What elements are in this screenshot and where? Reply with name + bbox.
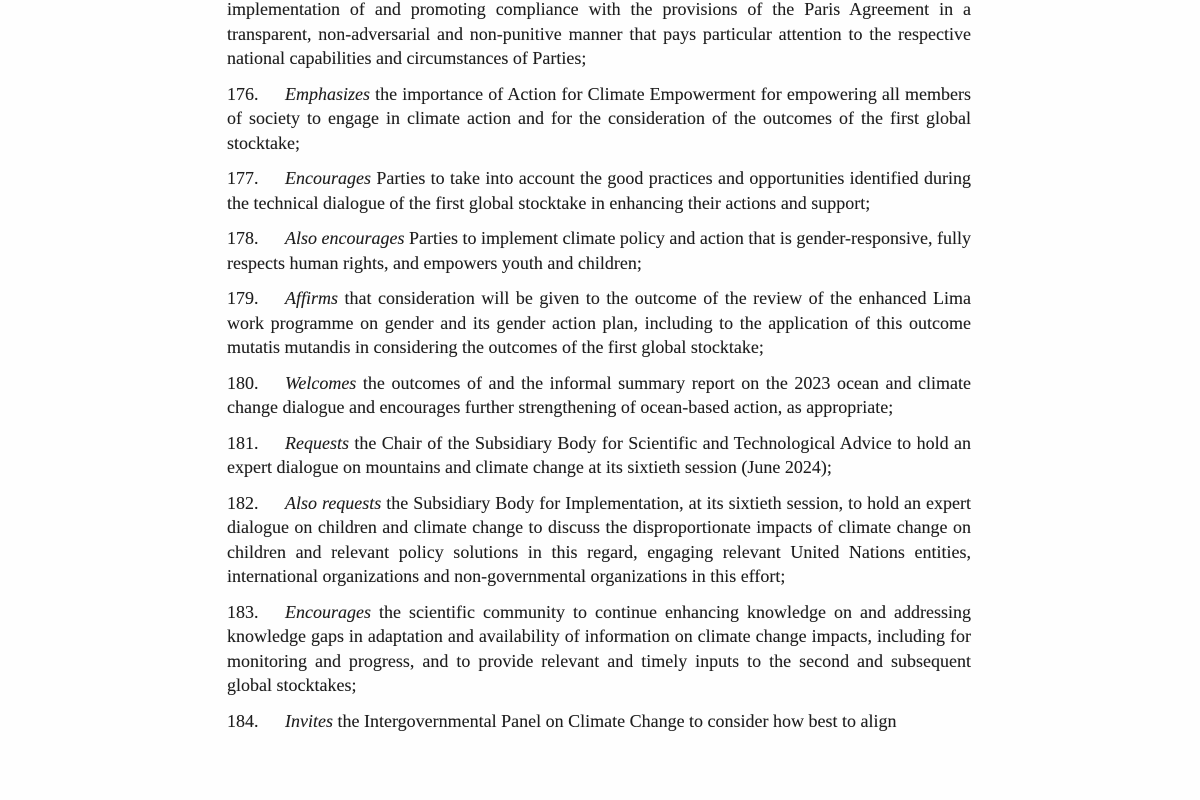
- paragraph-text: the Intergovernmental Panel on Climate Change to consider how best to align: [332, 710, 897, 731]
- paragraph-number: 176.: [227, 83, 259, 104]
- paragraph-text: Parties to take into account the good practices and opportunities identified during the technical dialogue of the first global stocktake in enhancing their actions and support;: [227, 168, 971, 213]
- paragraph-text: the Chair of the Subsidiary Body for Scientific and Technological Advice to hold an expert dialogue on mountains and climate change at its sixtieth session (June 2024);: [227, 432, 971, 477]
- paragraph-number: 179.: [227, 288, 259, 308]
- paragraph-text: the outcomes of and the informal summary report on the 2023 ocean and climate change dialogue and encourages further strengthening of ocean-based action, as appropriate;: [227, 372, 971, 417]
- paragraph-text: the scientific community to continue enhancing knowledge on and addressing knowledge gaps in adaptation and availability of information on climate change impacts, including for monitoring and progress, and to provide relevant and timely inputs to the second and subsequent global stocktakes;: [227, 601, 971, 695]
- paragraph: [227, 600, 971, 698]
- paragraph-lead-word: Encourages: [285, 168, 371, 188]
- paragraph-number: 181.: [227, 432, 259, 453]
- paragraph: [227, 226, 971, 275]
- paragraph: [227, 371, 971, 420]
- paragraph-text: the Subsidiary Body for Implementation, at its sixtieth session, to hold an expert dialogue on children and climate change to discuss the disproportionate impacts of climate change on children and relevant policy solutions in this regard, engaging relevant United Nations entities, international organizations and non-governmental organizations in this effort;: [227, 492, 971, 586]
- paragraph: [227, 286, 971, 360]
- paragraph-lead-word: Invites: [285, 710, 333, 731]
- paragraph-number: 180.: [227, 372, 259, 393]
- paragraph-text: Parties to implement climate policy and action that is gender-responsive, fully respects human rights, and empowers youth and children;: [227, 228, 971, 273]
- paragraph-text: implementation of and promoting compliance with the provisions of the Paris Agreement in a transparent, non-adversarial and non-punitive manner that pays particular attention to the respective national capabilities and circumstances of Parties;: [227, 0, 971, 68]
- paragraph-number: 178.: [227, 228, 259, 248]
- paragraph: [227, 709, 971, 734]
- paragraph-lead-word: Encourages: [285, 601, 371, 622]
- paragraph-text: the importance of Action for Climate Empowerment for empowering all members of society to engage in climate action and for the consideration of the outcomes of the first global stocktake;: [227, 83, 971, 153]
- paragraph-text: that consideration will be given to the outcome of the review of the enhanced Lima work programme on gender and its gender action plan, including to the application of this outcome mutatis mutandis in considering the outcomes of the first global stocktake;: [227, 288, 971, 357]
- paragraph: [227, 0, 971, 71]
- paragraph-lead-word: Requests: [285, 432, 349, 453]
- paragraph: [227, 431, 971, 480]
- paragraph-lead-word: Emphasizes: [285, 83, 370, 104]
- paragraph-lead-word: Welcomes: [285, 372, 357, 393]
- paragraph: [227, 166, 971, 215]
- paragraph-lead-word: Also requests: [285, 492, 382, 513]
- paragraph-lead-word: Also encourages: [285, 228, 405, 248]
- paragraph-number: 182.: [227, 492, 259, 513]
- document-text-block: [227, 0, 971, 744]
- paragraph: [227, 82, 971, 156]
- paragraph-lead-word: Affirms: [285, 288, 339, 308]
- paragraph-number: 183.: [227, 601, 259, 622]
- paragraph-number: 184.: [227, 710, 259, 731]
- paragraph: [227, 491, 971, 589]
- paragraph-number: 177.: [227, 168, 259, 188]
